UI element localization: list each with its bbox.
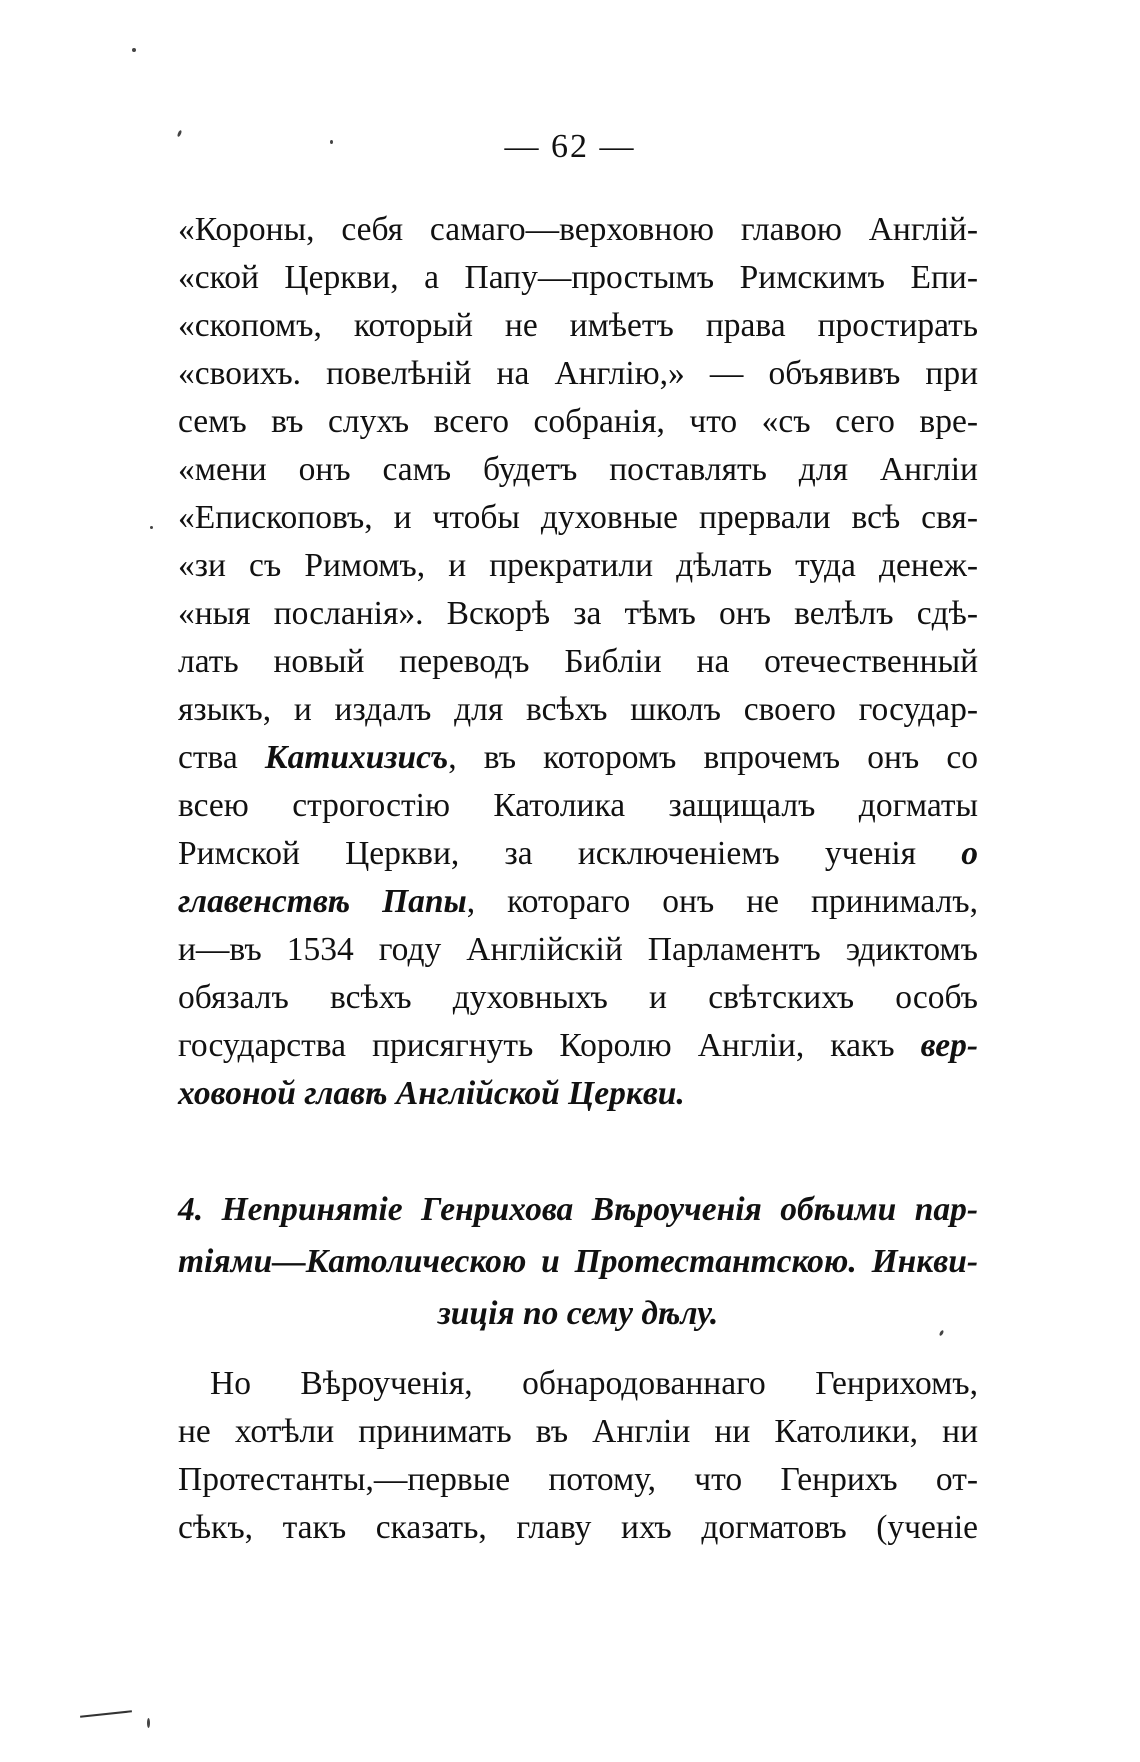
italic-text: Катихизисъ — [264, 739, 449, 776]
text-run: семъ въ слухъ всего собранія, что «съ сего вре- — [178, 403, 978, 440]
text-line — [178, 398, 978, 446]
text-run: обязалъ всѣхъ духовныхъ и свѣтскихъ особъ — [178, 979, 978, 1016]
text-run: государства присягнуть Королю Англіи, какъ — [178, 1027, 921, 1064]
text-run: Но Вѣроученія, обнародованнаго Генрихомъ, — [210, 1365, 978, 1402]
text-run: и—въ 1534 году Англійскій Парламентъ эдиктомъ — [178, 931, 978, 968]
text-run: не хотѣли принимать въ Англіи ни Католики, ни — [178, 1413, 978, 1450]
text-run: 4. Непринятіе Генрихова Вѣроученія обѣими пар- — [178, 1191, 978, 1228]
text-run: «Короны, себя самаго—верховною главою Англій- — [178, 211, 978, 248]
italic-text: ховоной главѣ Англійской Церкви. — [178, 1075, 685, 1112]
text-run: , въ которомъ впрочемъ онъ со — [448, 739, 978, 776]
scan-mark — [80, 1710, 132, 1717]
italic-text: о — [961, 835, 978, 872]
text-line — [178, 1504, 978, 1552]
text-line — [178, 254, 978, 302]
text-run: «ныя посланія». Вскорѣ за тѣмъ онъ велѣлъ сдѣ- — [178, 595, 978, 632]
text-line — [178, 974, 978, 1022]
text-line — [178, 878, 978, 926]
text-run: «ской Церкви, а Папу—простымъ Римскимъ Епи- — [178, 259, 978, 296]
text-line — [178, 734, 978, 782]
text-run: «Епископовъ, и чтобы духовные прервали всѣ свя- — [178, 499, 978, 536]
text-run: «своихъ. повелѣній на Англію,» — объявивъ при — [178, 355, 978, 392]
text-run: Протестанты,—первые потому, что Генрихъ от- — [178, 1461, 978, 1498]
next-paragraph — [178, 1360, 978, 1552]
italic-text: главенствѣ Папы — [178, 883, 467, 920]
italic-text: вер- — [920, 1027, 978, 1064]
scan-speck — [330, 140, 333, 144]
page-number: — 62 — — [504, 128, 636, 165]
text-run: тіями—Католическою и Протестантскою. Инкви- — [178, 1243, 978, 1280]
text-line — [178, 1070, 978, 1118]
text-run: всею строгостію Католика защищалъ догматы — [178, 787, 978, 824]
text-line — [178, 1236, 978, 1288]
text-line — [178, 638, 978, 686]
text-line — [178, 350, 978, 398]
text-line — [178, 494, 978, 542]
text-run: «скопомъ, который не имѣетъ права простирать — [178, 307, 978, 344]
text-line — [178, 1288, 978, 1340]
section-heading — [178, 1184, 978, 1340]
text-run: «мени онъ самъ будетъ поставлять для Англіи — [178, 451, 978, 488]
text-line — [178, 446, 978, 494]
text-line — [178, 542, 978, 590]
scan-speck — [132, 48, 136, 52]
text-line — [178, 206, 978, 254]
text-line — [178, 590, 978, 638]
text-run: , котораго онъ не принималъ, — [466, 883, 978, 920]
text-line — [178, 782, 978, 830]
text-run: языкъ, и издалъ для всѣхъ школъ своего государ- — [178, 691, 978, 728]
text-line — [178, 1360, 978, 1408]
text-line — [178, 686, 978, 734]
scan-speck — [147, 1718, 150, 1728]
text-run: сѣкъ, такъ сказать, главу ихъ догматовъ (ученіе — [178, 1509, 978, 1546]
text-run: Римской Церкви, за исключеніемъ ученія — [178, 835, 962, 872]
text-line — [178, 830, 978, 878]
text-line — [178, 1408, 978, 1456]
text-line — [178, 1184, 978, 1236]
text-line — [178, 1456, 978, 1504]
text-run: ства — [178, 739, 265, 776]
text-run: «зи съ Римомъ, и прекратили дѣлать туда денеж- — [178, 547, 978, 584]
text-line — [178, 1022, 978, 1070]
text-run: зиція по сему дѣлу. — [437, 1295, 719, 1332]
scan-speck — [150, 526, 153, 529]
text-line — [178, 302, 978, 350]
text-line — [178, 926, 978, 974]
main-paragraph — [178, 206, 978, 1118]
text-run: лать новый переводъ Библіи на отечественный — [178, 643, 978, 680]
